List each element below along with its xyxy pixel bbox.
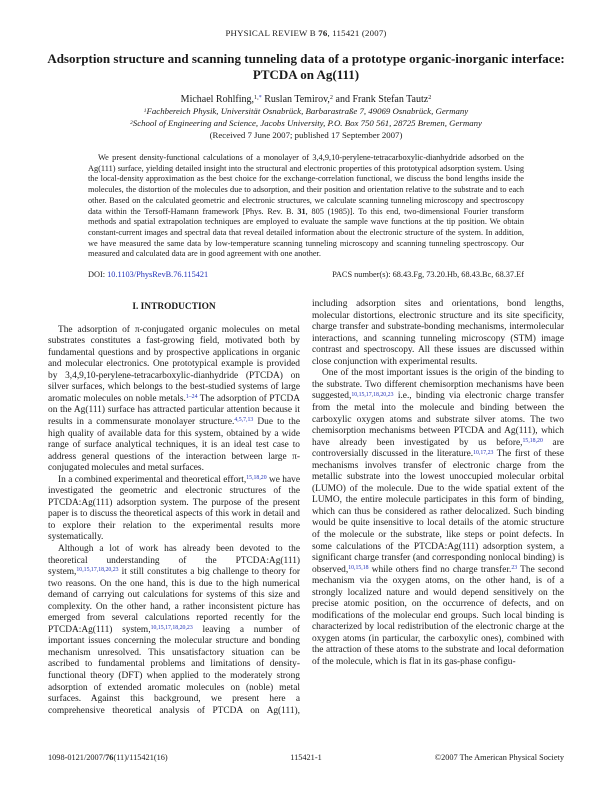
journal-header: PHYSICAL REVIEW B 76, 115421 (2007)	[225, 28, 387, 38]
copyright-notice: ©2007 The American Physical Society	[434, 753, 564, 762]
doi-prefix: DOI:	[88, 270, 108, 280]
citation-link[interactable]: 23	[511, 565, 518, 571]
body-paragraph: One of the most important issues is the origin of the binding to the substrate. Two different chemisorption mechanisms have been suggested,$^{10,15,17,18,20,23}$ i.e., binding via electronic charge transfer from the metal into the molecule and binding between the carboxylic oxygen atoms and substrate silver atoms. The two chemisorption mechanisms between PTCDA and Ag(111), which have already been investigated by us before,$^{15,18,20}$ are controversially discussed in the literature.$^{10,17,23}$ The first of these mechanisms involves transfer of electronic charge from the metallic substrate into the lowest unoccupied molecular orbital (LUMO) of the molecule. Due to the wide spatial extent of the LUMO, the entire molecule participates in this form of binding, which can thus be considered as rather delocalized. Such binding would be quite insensitive to local details of the atomic structure of the molecule or the substrate, like steps or point defects. In some calculations of the PTCDA:Ag(111) adsorption system, a significant charge transfer (and corresponding nonlocal binding) is observed,$^{10,15,18}$ while others find no charge transfer.$^{23}$ The second mechanism via the oxygen atoms, on the other hand, is of a strongly localized nature and would depend sensitively on the precise atomic position, on the occurrence of defects, and on modifications of the molecular end groups. Such local binding is characterized by local redistribution of the electronic charge at the oxygen atoms (in particular, the carboxylic ones), combined with the attraction of these atoms to the substrate and local deformation of the molecule, which is flat in its gas-phase configu-	[312, 368, 564, 667]
doi-line	[88, 270, 208, 279]
issn-identifier: 1098-0121/2007/76(11)/115421(16)	[48, 753, 168, 762]
paper-title	[40, 51, 572, 83]
body-paragraph: Although a lot of work has already been devoted to the theoretical understanding of the PTCDA:Ag(111) system,$^{10,15,17,18,20,23}$ it still constitutes a big challenge to theory for two reasons. On the one hand, this is due to the high numerical demand of carrying out calculations for systems of this size and complexity. On the other hand, a rather inconsistent picture has emerged from several calculations reported recently for the PTCDA:Ag(111) system,$^{10,15,17,18,20,23}$ leaving a number of important issues concerning the molecular structure and bonding mechanism unresolved. This unsatisfactory situation can be ascribed to fundamental problems and limitations of density-functional theory (DFT) when applied to the moderately strong adsorption of extended aromatic molecules on (noble) metal surfaces. Against this background, we present here a comprehensive theoretical analysis of PTCDA on Ag(111), including adsorption sites and orientations, bond lengths, molecular distortions, electronic structure and its site specificity, charge transfer and substrate-bonding mechanisms, intermolecular interactions, and scanning tunneling microscopy (STM) image contrast and spectroscopy. All these issues are discussed within close conjunction with experimental results.	[48, 299, 564, 716]
citation-link[interactable]: 10,17,23	[473, 449, 494, 456]
affiliation-2: $^2$School of Engineering and Science, Jacobs University, P.O. Box 750 561, 28725 Bremen, Germany	[130, 118, 482, 128]
section-heading-introduction: I. INTRODUCTION	[132, 302, 216, 313]
doi-link[interactable]: 10.1103/PhysRevB.76.115421	[107, 270, 209, 280]
citation-link[interactable]: 10,15,18	[348, 565, 369, 571]
received-published-line: (Received 7 June 2007; published 17 September 2007)	[209, 130, 403, 140]
title-line-1: Adsorption structure and scanning tunneling data of a prototype organic-inorganic interface:	[47, 51, 565, 66]
body-paragraph: In a combined experimental and theoretical effort,$^{15,18,20}$ we have investigated the geometric and electronic structures of the PTCDA:Ag(111) adsorption system. The purpose of the present paper is to discuss the theoretical aspects of this work in detail and to explore their relation to the experimental results more systematically.	[48, 474, 300, 543]
abstract: We present density-functional calculations of a monolayer of 3,4,9,10-perylene-tetracarboxylic-dianhydride adsorbed on the Ag(111) surface, yielding detailed insight into the structural and electronic properties of this prototypical adsorption system. Using the local-density approximation as the best choice for the exchange-correlation functional, we discuss the bond lengths inside the molecules, the distortion of the molecules due to adsorption, and their position and orientation relative to the substrate and to each other. Based on the calculated geometric and electronic structures, we calculate scanning tunneling microscopy and spectroscopy data within the Tersoff-Hamann framework [Phys. Rev. B. 31, 805 (1985)]. To this end, two-dimensional Fourier transform methods and spatial extrapolation techniques are employed to evaluate the sample wave functions at the tip position. We obtain constant-current images and spectral data that reveal detailed information about the electronic structure of the system. In addition, we have measured the same data by low-temperature scanning tunneling microscopy and scanning tunneling spectroscopy. Our measured and calculated data are in good agreement with one another.	[88, 153, 525, 259]
title-line-2: PTCDA on Ag(111)	[252, 67, 360, 82]
citation-link[interactable]: 1–24	[185, 394, 198, 401]
author-line: Michael Rohlfing,$^{1,*}$ Ruslan Temirov,$^2$ and Frank Stefan Tautz$^2$	[180, 94, 432, 105]
body-paragraph: The adsorption of π-conjugated organic molecules on metal substrates constitutes a fast-growing field, motivated both by fundamental questions and by prospective applications in organic and molecular electronics. One prototypical example is provided by 3,4,9,10-perylene-tetracarboxylic-dianhydride (PTCDA) on silver surfaces, which belongs to the best-studied systems of large aromatic molecules on noble metals.$^{1-24}$ The adsorption of PTCDA on the Ag(111) surface has attracted particular attention because it results in a commensurate monolayer structure.$^{4,5,7,13}$ Due to the high quality of available data for this system, obtained by a wide range of surface analytical techniques, it is an ideal test case to address general questions of the interaction between large π-conjugated molecules and metal surfaces.	[48, 324, 301, 474]
citation-link[interactable]: 10,15,17,18,20,23	[76, 567, 119, 574]
doi-pacs-row	[88, 270, 524, 279]
citation-link[interactable]: *	[258, 94, 262, 102]
affiliation-1: $^1$Fachbereich Physik, Universität Osnabrück, Barbarastraße 7, 49069 Osnabrück, Germany	[143, 106, 469, 116]
citation-link[interactable]: 10,15,17,18,20,23	[150, 625, 193, 632]
citation-link[interactable]: 15,18,20	[522, 437, 543, 444]
citation-link[interactable]: 4,5,7,13	[234, 417, 254, 424]
citation-link[interactable]: 10,15,17,18,20,23	[351, 391, 394, 398]
body-columns	[48, 299, 564, 723]
page-number: 115421-1	[290, 753, 322, 762]
citation-link[interactable]: 15,18,20	[246, 475, 267, 482]
pacs-numbers: PACS number(s): 68.43.Fg, 73.20.Hb, 68.43.Bc, 68.37.Ef	[332, 270, 524, 280]
